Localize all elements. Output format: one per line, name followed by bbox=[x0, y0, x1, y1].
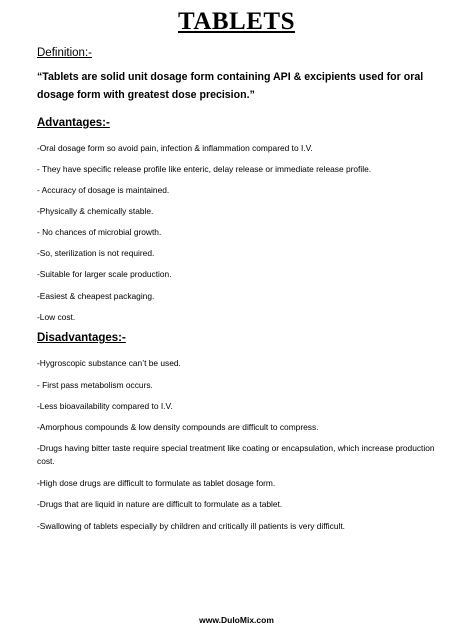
disadvantages-heading: Disadvantages:- bbox=[37, 332, 126, 344]
advantage-item: - They have specific release profile like enteric, delay release or immediate release profile. bbox=[37, 164, 372, 174]
advantage-item: -Physically & chemically stable. bbox=[37, 206, 154, 216]
definition-text: “Tablets are solid unit dosage form containing API & excipients used for oral dosage form with greatest dose precision.” bbox=[37, 71, 424, 101]
disadvantage-item: -Drugs that are liquid in nature are difficult to formulate as a tablet. bbox=[37, 499, 283, 509]
advantages-heading: Advantages:- bbox=[37, 117, 110, 129]
disadvantage-item: -Less bioavailability compared to I.V. bbox=[37, 401, 173, 411]
definition-label: Definition:- bbox=[37, 47, 92, 59]
disadvantage-item: -Amorphous compounds & low density compounds are difficult to compress. bbox=[37, 422, 319, 432]
advantage-item: -Low cost. bbox=[37, 312, 76, 322]
advantage-item: - Accuracy of dosage is maintained. bbox=[37, 185, 170, 195]
disadvantage-item: - First pass metabolism occurs. bbox=[37, 380, 153, 390]
advantage-item: -So, sterilization is not required. bbox=[37, 248, 155, 258]
disadvantage-item: -Drugs having bitter taste require special treatment like coating or encapsulation, which increase production cost. bbox=[37, 443, 435, 466]
footer-url: www.DuloMix.com bbox=[199, 615, 274, 625]
disadvantage-item: -High dose drugs are difficult to formulate as tablet dosage form. bbox=[37, 478, 276, 488]
disadvantage-item: -Hygroscopic substance can’t be used. bbox=[37, 358, 181, 368]
advantage-item: -Easiest & cheapest packaging. bbox=[37, 291, 155, 301]
advantage-item: -Suitable for larger scale production. bbox=[37, 269, 172, 279]
advantage-item: - No chances of microbial growth. bbox=[37, 227, 162, 237]
page-title: TABLETS bbox=[178, 8, 295, 35]
disadvantage-item: -Swallowing of tablets especially by children and critically ill patients is very difficult. bbox=[37, 521, 345, 531]
advantage-item: -Oral dosage form so avoid pain, infection & inflammation compared to I.V. bbox=[37, 143, 313, 153]
